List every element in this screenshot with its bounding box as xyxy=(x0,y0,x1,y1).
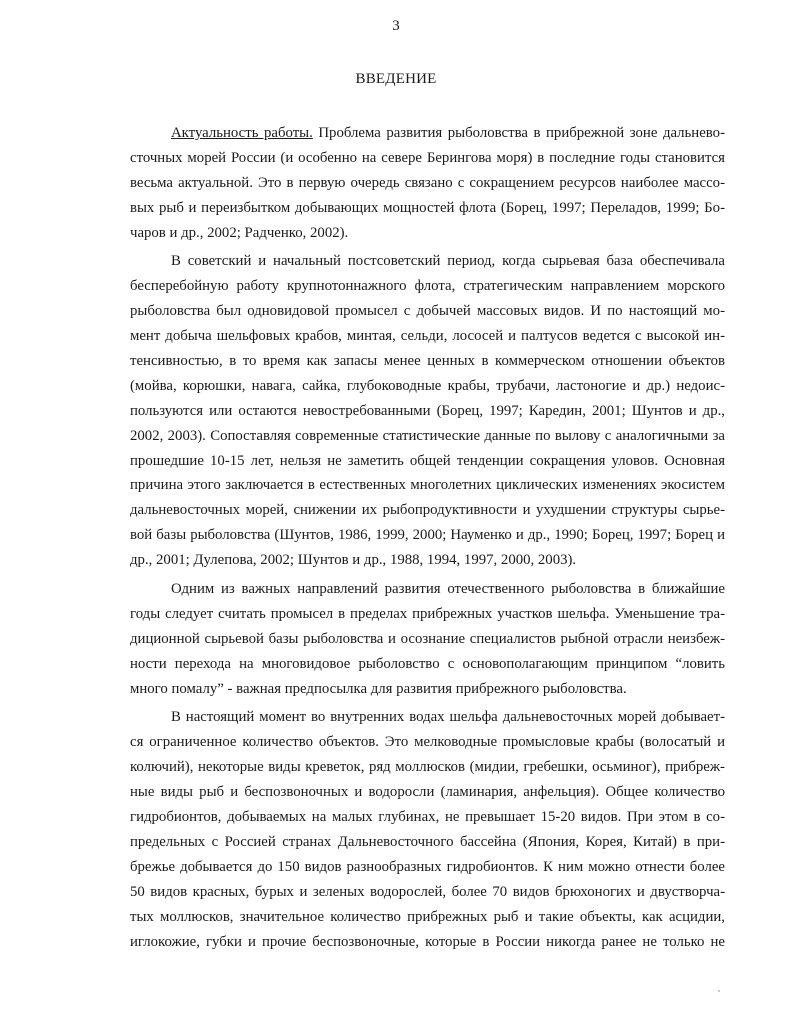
text-line: много помалу” - важная предпосылка для развития прибрежного рыболовства. xyxy=(130,680,627,697)
section-heading: ВВЕДЕНИЕ xyxy=(355,71,437,87)
text-line: бесперебойную работу крупнотоннажного флота, стратегическим направлением морского xyxy=(130,278,725,295)
text-line: рыболовства был одновидовой промысел с добычей массовых видов. И по настоящий мо- xyxy=(130,303,725,320)
text-line: вой базы рыболовства (Шунтов, 1986, 1999, 2000; Науменко и др., 1990; Борец, 1997; Борец и xyxy=(130,527,725,544)
text-line: пользуются или остаются невостребованными (Борец, 1997; Каредин, 2001; Шунтов и др., xyxy=(130,402,725,419)
text-line: мент добыча шельфовых крабов, минтая, сельди, лососей и палтусов ведется с высокой ин- xyxy=(130,328,725,345)
text-line: весьма актуальной. Это в первую очередь связано с сокращением ресурсов наиболее массо- xyxy=(130,174,725,191)
text-line: тенсивностью, в то время как запасы менее ценных в коммерческом отношении объектов xyxy=(130,353,725,370)
text-line: 50 видов красных, бурых и зеленых водорослей, более 70 видов брюхоногих и двустворча- xyxy=(130,883,725,900)
text-line: тых моллюсков, значительное количество прибрежных рыб и такие объекты, как асцидии, xyxy=(130,908,725,925)
page-number: 3 xyxy=(392,18,400,34)
text-line: чаров и др., 2002; Радченко, 2002). xyxy=(130,224,349,241)
text-line: др., 2001; Дулепова, 2002; Шунтов и др., 1988, 1994, 1997, 2000, 2003). xyxy=(130,552,577,569)
text-line: В настоящий момент во внутренних водах шельфа дальневосточных морей добывает- xyxy=(171,709,725,726)
text-line: диционной сырьевой базы рыболовства и осознание специалистов рыбной отрасли неизбеж- xyxy=(130,630,725,647)
text-line: (мойва, корюшки, навага, сайка, глубоководные крабы, трубачи, ластоногие и др.) недоис- xyxy=(130,377,725,394)
text-line: 2002, 2003). Сопоставляя современные статистические данные по вылову с аналогичными за xyxy=(130,427,725,444)
text-line: прошедшие 10-15 лет, нельзя не заметить общей тенденции сокращения уловов. Основная xyxy=(130,452,725,469)
text-line: причина этого заключается в естественных многолетних циклических изменениях экосистем xyxy=(130,477,725,494)
text-line: ся ограниченное количество объектов. Это мелководные промысловые крабы (волосатый и xyxy=(130,734,725,751)
text-line: сточных морей России (и особенно на севере Берингова моря) в последние годы становится xyxy=(130,149,725,166)
text-line: годы следует считать промысел в пределах прибрежных участков шельфа. Уменьшение тра- xyxy=(130,605,725,622)
paragraph-lead: Актуальность работы. xyxy=(171,125,313,141)
scan-speck xyxy=(718,990,720,992)
text-line: Одним из важных направлений развития отечественного рыболовства в ближайшие xyxy=(171,581,725,598)
text-line: предельных с Россией странах Дальневосточного бассейна (Япония, Корея, Китай) в при- xyxy=(130,833,725,850)
text-line: дальневосточных морей, снижении их рыбопродуктивности и ухудшении структуры сырье- xyxy=(130,502,725,519)
text-line: вых рыб и переизбытком добывающих мощностей флота (Борец, 1997; Переладов, 1999; Бо- xyxy=(130,199,725,216)
text-line: ности перехода на многовидовое рыболовство с основополагающим принципом “ловить xyxy=(130,655,725,672)
text-line: В советский и начальный постсоветский период, когда сырьевая база обеспечивала xyxy=(171,253,725,270)
text-line: брежье добывается до 150 видов разнообразных гидробионтов. К ним можно отнести более xyxy=(130,858,725,875)
body-text xyxy=(130,121,725,954)
text-line: гидробионтов, добываемых на малых глубинах, не превышает 15-20 видов. При этом в со- xyxy=(130,809,725,826)
text-line: иглокожие, губки и прочие беспозвоночные, которые в России никогда ранее не только не xyxy=(130,933,725,950)
text-fragment: Проблема развития рыболовства в прибрежной зоне дальнево- xyxy=(312,125,725,141)
text-line: колючий), некоторые виды креветок, ряд моллюсков (мидии, гребешки, осьминог), прибреж- xyxy=(130,759,725,776)
text-line xyxy=(130,121,725,146)
text-line: ные виды рыб и беспозвоночных и водоросли (ламинария, анфельция). Общее количество xyxy=(130,784,725,801)
